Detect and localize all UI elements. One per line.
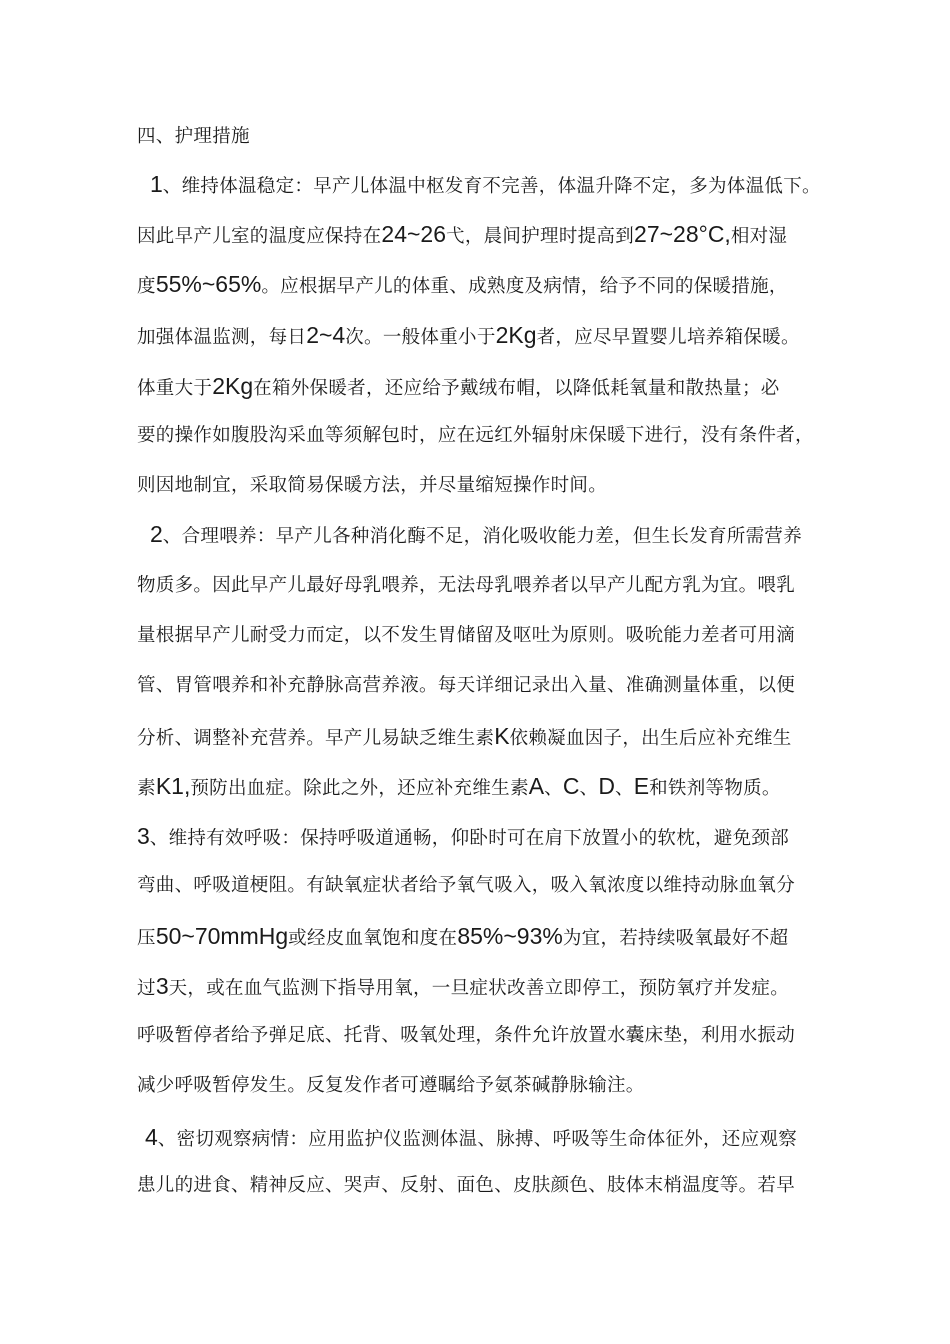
paragraph-line: 度55%~65%。应根据早产儿的体重、成熟度及病情，给予不同的保暖措施， xyxy=(137,271,788,297)
paragraph-line: 患儿的进食、精神反应、哭声、反射、面色、皮肤颜色、肢体末梢温度等。若早 xyxy=(137,1175,796,1196)
paragraph-line: 2、合理喂养：早产儿各种消化酶不足，消化吸收能力差，但生长发育所需营养 xyxy=(150,521,802,547)
paragraph-line: 分析、调整补充营养。早产儿易缺乏维生素K依赖凝血因子，出生后应补充维生 xyxy=(137,723,792,749)
paragraph-line: 弯曲、呼吸道梗阻。有缺氧症状者给予氧气吸入，吸入氧浓度以维持动脉血氧分 xyxy=(137,875,796,896)
paragraph-line: 量根据早产儿耐受力而定，以不发生胃储留及呕吐为原则。吸吮能力差者可用滴 xyxy=(137,625,796,646)
paragraph-line: 管、胃管喂养和补充静脉高营养液。每天详细记录出入量、准确测量体重，以便 xyxy=(137,675,796,696)
paragraph-line: 要的操作如腹股沟采血等须解包时，应在远红外辐射床保暖下进行，没有条件者， xyxy=(137,425,814,446)
paragraph-line: 呼吸暂停者给予弹足底、托背、吸氧处理，条件允许放置水囊床垫，利用水振动 xyxy=(137,1025,796,1046)
paragraph-line: 因此早产儿室的温度应保持在24~26弋，晨间护理时提高到27~28°C,相对湿 xyxy=(137,221,788,247)
paragraph-line: 则因地制宜，采取简易保暖方法，并尽量缩短操作时间。 xyxy=(137,475,608,496)
paragraph-line: 3、维持有效呼吸：保持呼吸道通畅，仰卧时可在肩下放置小的软枕，避免颈部 xyxy=(137,823,789,849)
paragraph-line: 减少呼吸暂停发生。反复发作者可遵瞩给予氨茶碱静脉输注。 xyxy=(137,1075,645,1096)
paragraph-line: 1、维持体温稳定：早产儿体温中枢发育不完善，体温升降不定，多为体温低下。 xyxy=(150,171,821,197)
paragraph-line: 压50~70mmHg或经皮血氧饱和度在85%~93%为宜，若持续吸氧最好不超 xyxy=(137,923,789,949)
paragraph-line: 过3天，或在血气监测下指导用氧，一旦症状改善立即停工，预防氧疗并发症。 xyxy=(137,973,790,999)
paragraph-line: 物质多。因此早产儿最好母乳喂养，无法母乳喂养者以早产儿配方乳为宜。喂乳 xyxy=(137,575,796,596)
paragraph-line: 素K1,预防出血症。除此之外，还应补充维生素A、C、D、E和铁剂等物质。 xyxy=(137,773,781,799)
paragraph-line: 加强体温监测，每日2~4次。一般体重小于2Kg者，应尽早置婴儿培养箱保暖。 xyxy=(137,322,800,348)
paragraph-line: 4、密切观察病情：应用监护仪监测体温、脉搏、呼吸等生命体征外，还应观察 xyxy=(145,1124,797,1150)
paragraph-line: 体重大于2Kg在箱外保暖者，还应给予戴绒布帽，以降低耗氧量和散热量；必 xyxy=(137,373,780,399)
section-heading: 四、护理措施 xyxy=(137,126,250,147)
